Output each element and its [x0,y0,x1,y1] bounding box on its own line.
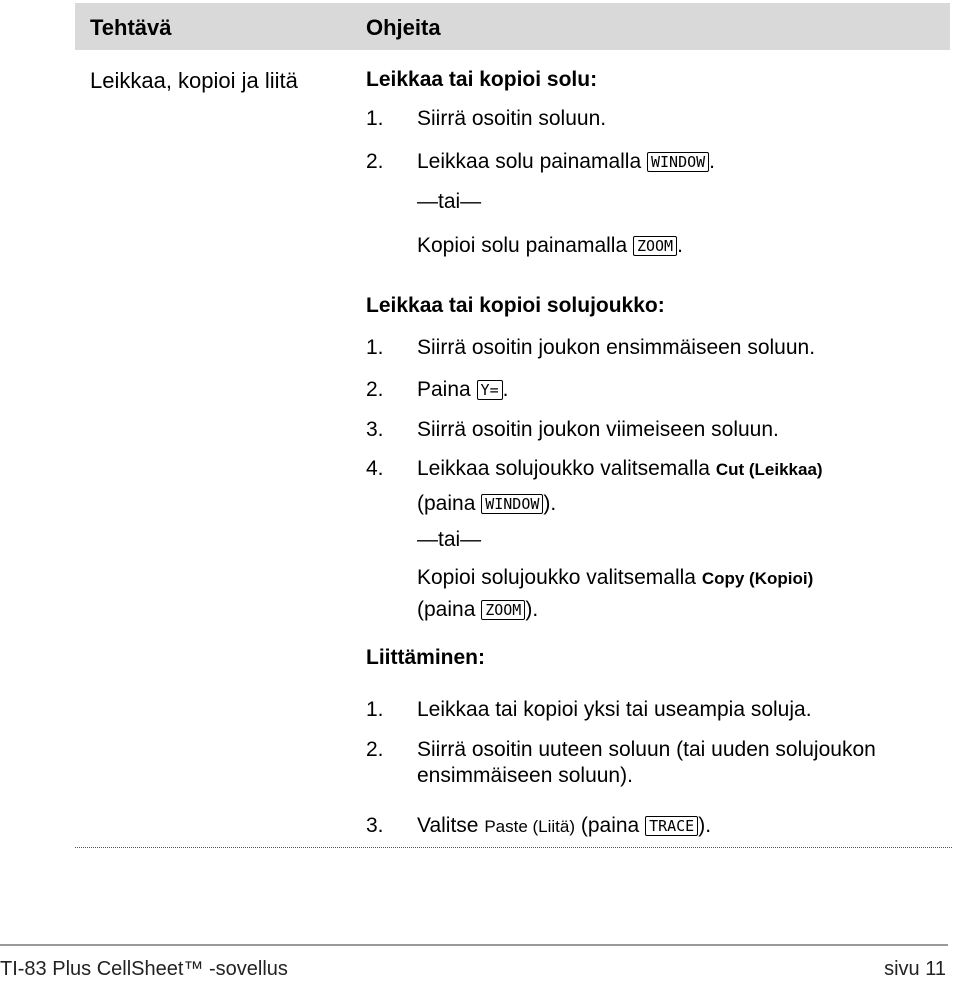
zoom-key: ZOOM [481,600,525,620]
table-header [75,3,950,50]
step-number: 1. [366,336,384,359]
footer-title: TI-83 Plus CellSheet™ -sovellus [0,958,288,980]
window-key: WINDOW [647,152,709,172]
step-number: 3. [366,418,384,441]
step-text: ). [698,814,712,837]
step-number: 3. [366,814,384,837]
step-number: 1. [366,698,384,721]
step-text: Siirrä osoitin soluun. [417,107,607,130]
menu-option-copy: Copy (Kopioi) [701,569,814,588]
step-text: . [677,234,683,257]
section-paste-title: Liittäminen: [366,646,485,669]
step-text: Leikkaa solu painamalla [417,150,647,173]
step-text: Leikkaa solujoukko valitsemalla [417,457,716,480]
or-separator: —tai— [417,528,482,551]
step-text: Kopioi solu painamalla [417,234,633,257]
step-text: Leikkaa tai kopioi yksi tai useampia soluja. [417,698,812,721]
header-instructions: Ohjeita [366,15,441,40]
task-label: Leikkaa, kopioi ja liitä [90,68,298,93]
step-text: Paina [417,378,477,401]
step-number: 1. [366,107,384,130]
y-equals-key: Y= [477,380,503,400]
window-key: WINDOW [481,494,543,514]
step-text: Siirrä osoitin joukon viimeiseen soluun. [417,418,779,441]
step-text: (paina [417,598,482,621]
list-item [417,232,683,259]
step-text: Siirrä osoitin joukon ensimmäiseen soluun. [417,336,816,359]
step-number: 4. [366,457,384,480]
step-text: ). [543,492,557,515]
step-text: ). [525,598,539,621]
trace-key: TRACE [645,816,698,836]
footer-divider [0,944,948,946]
step-text: Valitse [417,814,485,837]
step-number: 2. [366,738,384,761]
menu-option-paste: Paste (Liitä) [484,817,576,836]
zoom-key: ZOOM [633,236,677,256]
menu-option-cut: Cut (Leikkaa) [715,460,823,479]
step-text: (paina [417,492,482,515]
section-cut-copy-range-title: Leikkaa tai kopioi solujoukko: [366,294,665,317]
section-cut-copy-cell-title: Leikkaa tai kopioi solu: [366,68,598,91]
list-item-continuation [417,596,538,623]
step-text: . [502,378,509,401]
list-item-continuation [417,490,556,517]
list-item [417,564,813,592]
step-text: Kopioi solujoukko valitsemalla [417,566,702,589]
step-text: Siirrä osoitin uuteen soluun (tai uuden solujoukon [417,738,876,761]
step-text: (paina [575,814,646,837]
step-number: 2. [366,150,384,173]
step-number: 2. [366,378,384,401]
header-task: Tehtävä [90,15,172,40]
or-separator: —tai— [417,190,482,213]
page-number: sivu 11 [884,958,946,980]
step-text: . [709,150,716,173]
list-item-continuation: ensimmäiseen soluun). [417,764,633,787]
table-bottom-divider [75,847,952,848]
